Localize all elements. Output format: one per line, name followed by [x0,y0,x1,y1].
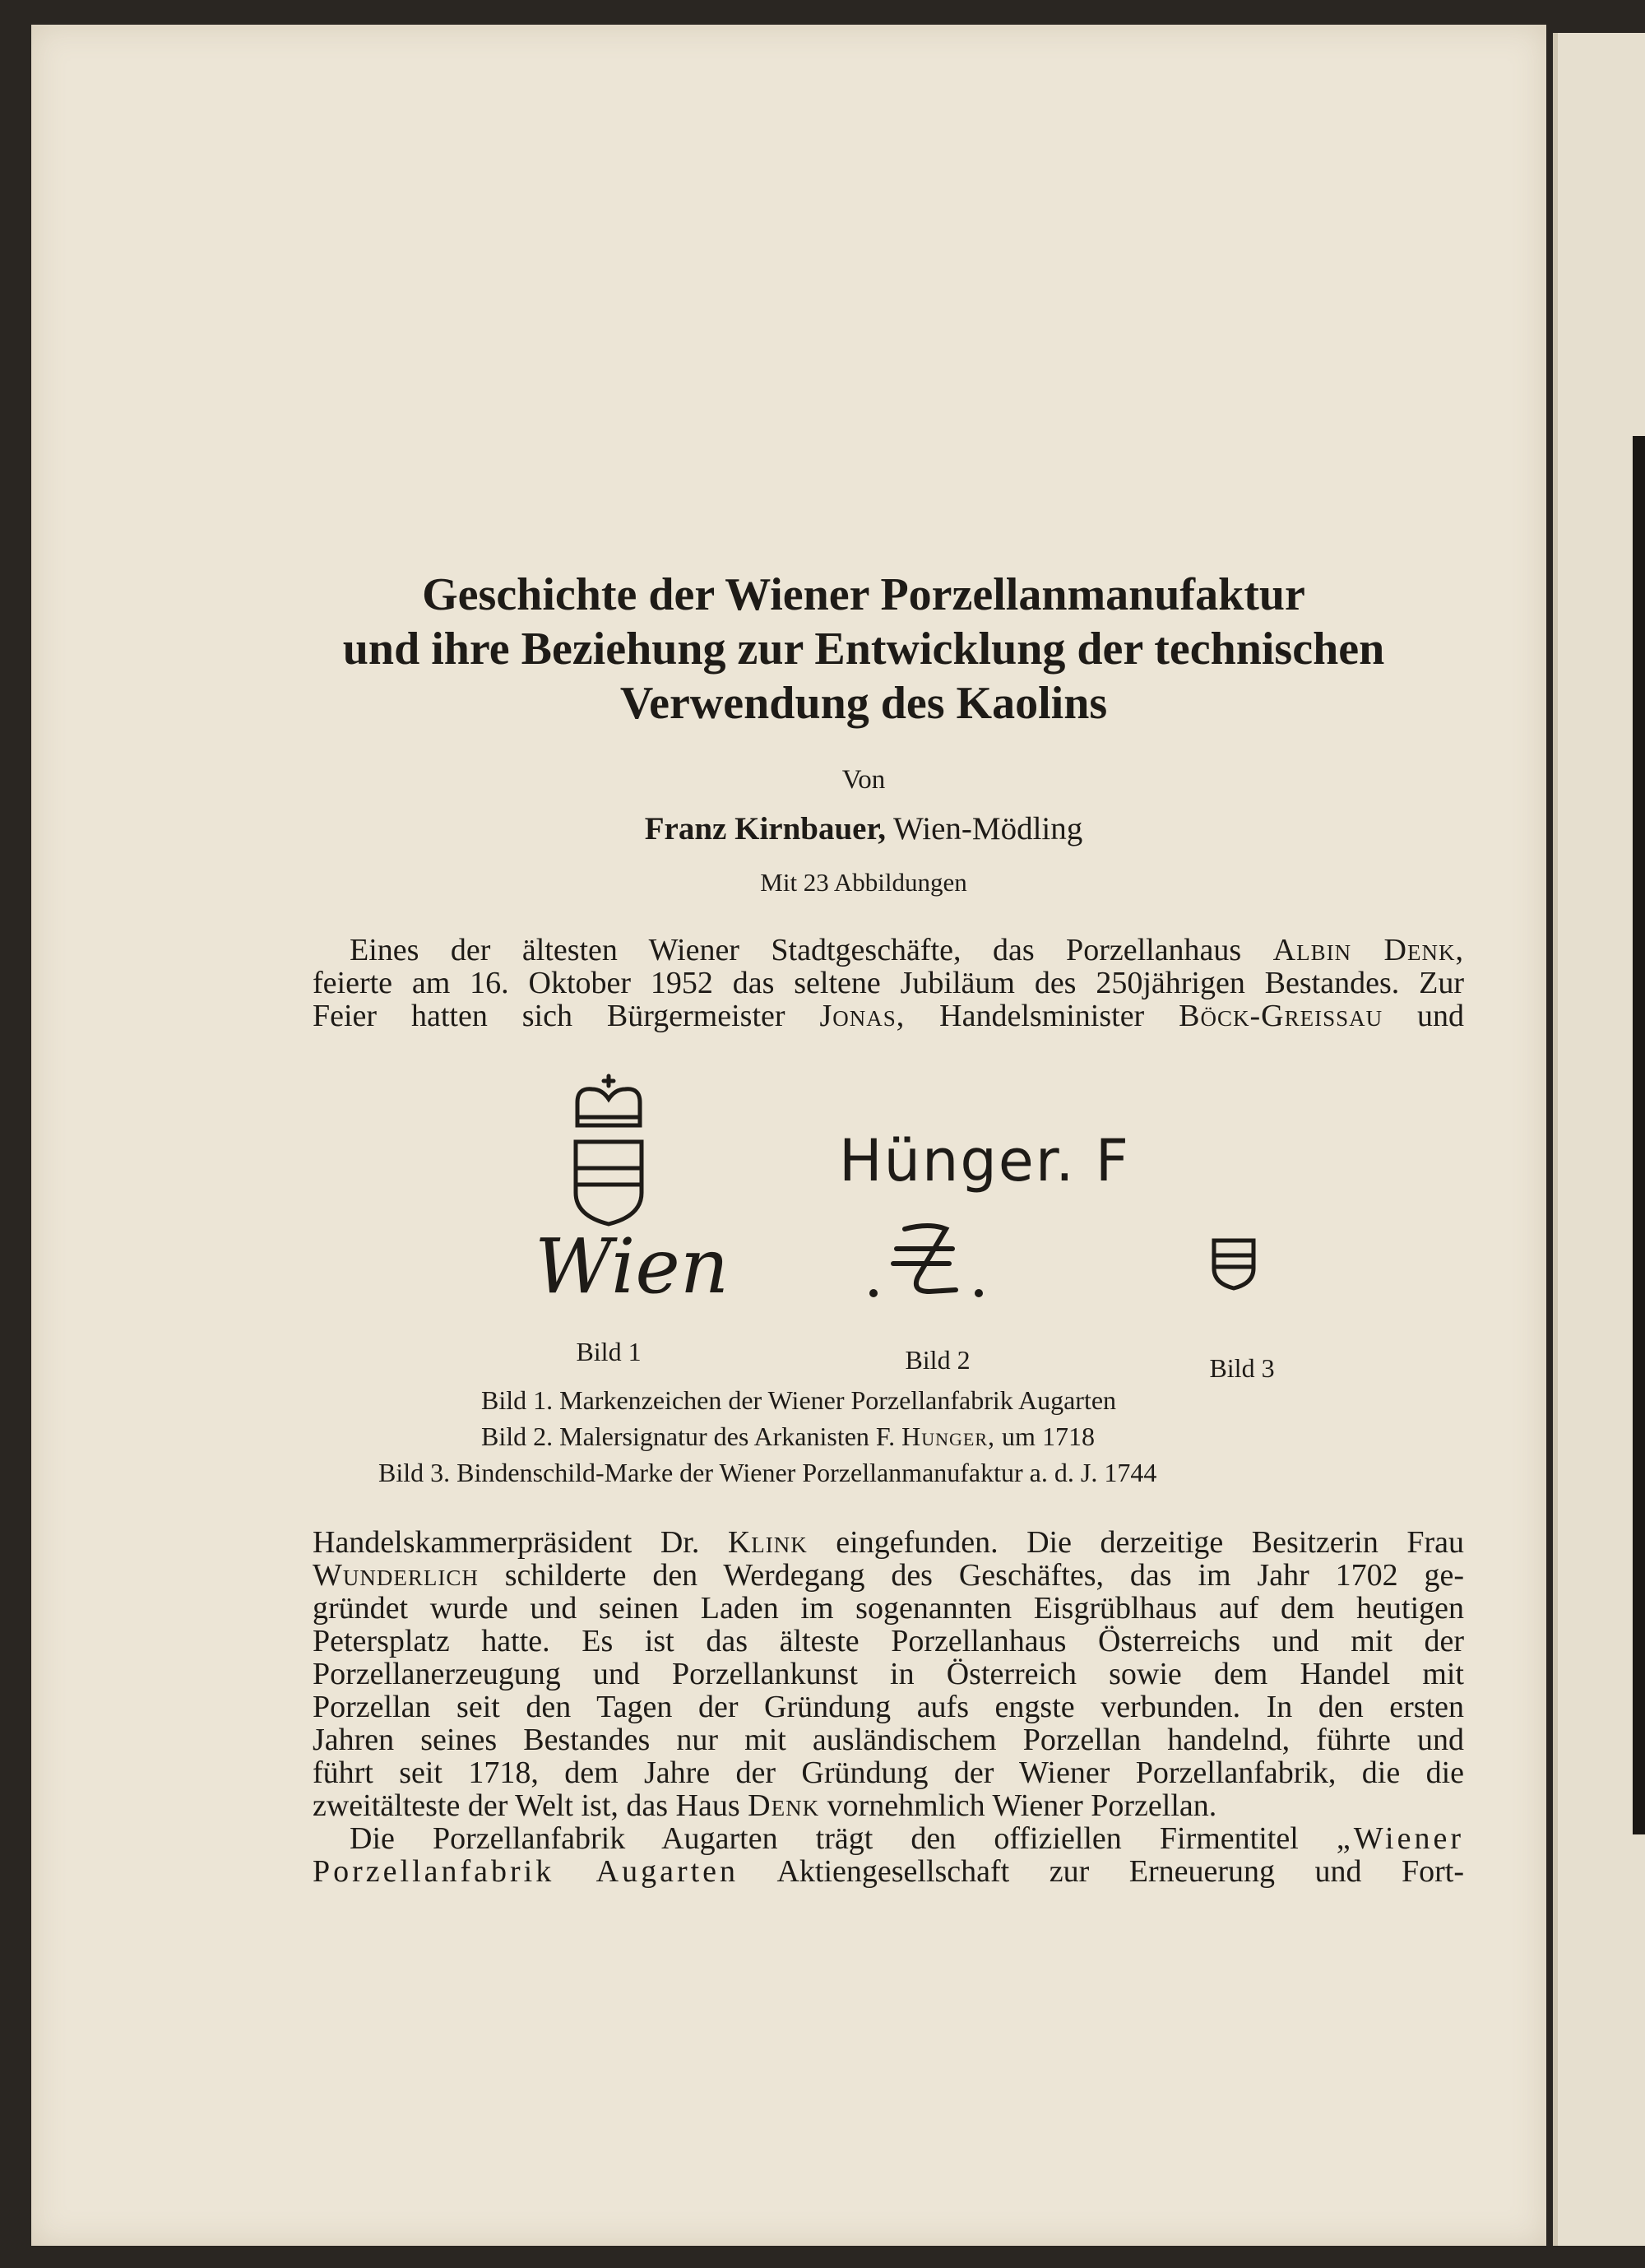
article-title [247,568,1480,730]
author-place: Wien-Mödling [893,811,1083,846]
bindenschild-icon [1209,1236,1258,1293]
body-line: Porzellanerzeugung und Porzellankunst in Österreich sowie dem Handel mit [313,1657,1464,1691]
body-line: zweitälteste der Welt ist, das Haus Denk vornehmlich Wiener Porzellan. [313,1788,1217,1823]
title-line-2: und ihre Beziehung zur Entwicklung der technischen [342,624,1385,675]
illustration-count: Mit 23 Abbildungen [760,868,967,897]
body-line: Die Porzellanfabrik Augarten trägt den offiziellen Firmentitel „Wiener [350,1821,1464,1856]
scan-border [1633,436,1645,1834]
author-line [247,810,1480,847]
figure-2-label: Bild 2 [905,1345,971,1375]
figure-3-label: Bild 3 [1209,1353,1275,1383]
title-line-1: Geschichte der Wiener Porzellanmanufaktur [422,569,1305,620]
body-line: Petersplatz hatte. Es ist das älteste Porzellanhaus Österreichs und mit der [313,1624,1464,1658]
figure-3-mark [1209,1236,1258,1293]
body-paragraph [313,1526,1464,1888]
body-line: Porzellan seit den Tagen der Gründung aufs engste verbunden. In den ersten [313,1690,1464,1724]
body-line: führt seit 1718, dem Jahre der Gründung der Wiener Porzellanfabrik, die die [313,1755,1464,1790]
intro-line: feierte am 16. Oktober 1952 das seltene Jubiläum des 250jährigen Bestandes. Zur [313,966,1464,1000]
body-line: Porzellanfabrik Augarten Aktiengesellschaft zur Erneuerung und Fort- [313,1854,1464,1889]
book-page [31,25,1546,2246]
caption-1: Bild 1. Markenzeichen der Wiener Porzellanfabrik Augarten [481,1385,1117,1415]
author-name: Franz Kirnbauer, [644,811,886,846]
intro-paragraph [313,934,1464,1032]
caption-2: Bild 2. Malersignatur des Arkanisten F. Hunger, um 1718 [481,1422,1095,1451]
von-label: Von [841,765,886,795]
hunger-signature: Hünger. F [839,1127,1130,1194]
wien-script: Wien [535,1222,730,1310]
body-line: Wunderlich schilderte den Werdegang des Geschäftes, das im Jahr 1702 ge- [313,1558,1464,1593]
intro-line: Feier hatten sich Bürgermeister Jonas, Handelsminister Böck-Greissau und [313,999,1465,1033]
caption-3: Bild 3. Bindenschild-Marke der Wiener Porzellanmanufaktur a. d. J. 1744 [378,1458,1157,1487]
figure-1-label: Bild 1 [576,1337,642,1366]
facing-page-edge [1553,33,1645,2246]
body-line: Jahren seines Bestandes nur mit ausländischem Porzellan handelnd, führte und [313,1723,1464,1757]
body-line: Handelskammerpräsident Dr. Klink eingefunden. Die derzeitige Besitzerin Frau [313,1525,1465,1560]
figure-captions [378,1382,1406,1491]
title-line-3: Verwendung des Kaolins [619,678,1108,729]
body-line: gründet wurde und seinen Laden im sogenannten Eisgrüblhaus auf dem heutigen [313,1591,1464,1626]
monogram-mark [864,1217,1003,1308]
intro-line: Eines der ältesten Wiener Stadtgeschäfte, das Porzellanhaus Albin Denk, [350,933,1464,967]
monogram-icon [864,1217,1003,1308]
